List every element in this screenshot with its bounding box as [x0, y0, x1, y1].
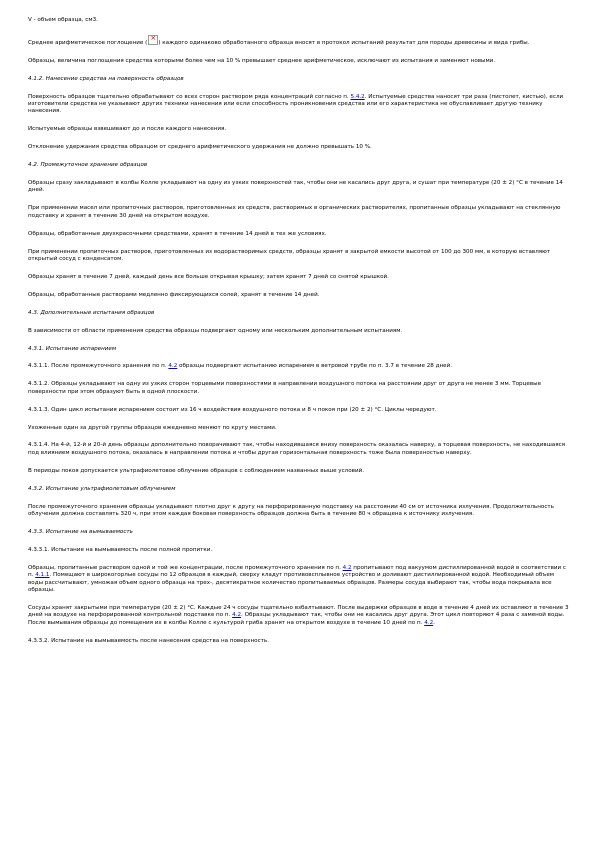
paragraph-text: 4.3.1.4. На 4-й, 12-й и 20-й день образцы дополнительно поворачивают так, чтобы находившаяся внизу поверхность оказалась наверху, а торцевая поверхность, не находившаяся под влиянием воздушного потока, оказалась в направлении потока и чтобы другая горизонтальная поверхность тоже была поверхностью наверху. — [28, 442, 566, 456]
paragraph-4-3-1-3 — [28, 407, 569, 414]
paragraph-weighing — [28, 126, 569, 133]
paragraph-kolle-flasks — [28, 180, 569, 195]
paragraph-uv-test — [28, 504, 569, 519]
heading-text: 4.3.3. Испытание на вымываемость — [28, 528, 133, 535]
link-4-2[interactable]: 4.2 — [168, 363, 178, 370]
paragraph-text: Испытуемые образцы взвешивают до и после каждого нанесения. — [28, 126, 227, 133]
heading-text: 4.3.1. Испытание испарением — [28, 345, 117, 352]
paragraph-text: . — [433, 619, 435, 626]
section-heading-4-2 — [28, 162, 569, 169]
paragraph-text: Сосуды хранят закрытыми при температуре (20 ± 2) °С. Каждые 24 ч сосуды тщательно взбалтывают. После выдержки образцов в воде в течение 4 дней их оставляют в течение 3 дней на воздухе на перфорированной контрольной подставке по п. — [28, 604, 569, 619]
link-4-2[interactable]: 4.2 — [232, 612, 242, 619]
paragraph-text: В зависимости от области применения средства образцы подвергают одному или нескольким дополнительным испытаниям. — [28, 327, 403, 334]
heading-text: 4.2. Промежуточное хранение образцов — [28, 162, 148, 169]
paragraph-vessels-storage — [28, 605, 569, 627]
paragraph-slow-salts — [28, 292, 569, 299]
paragraph-two-component — [28, 231, 569, 238]
paragraph-volume — [28, 17, 569, 24]
paragraph-text: 4.3.3.1. Испытание на вымываемость после полной пропитки. — [28, 546, 213, 553]
paragraph-text: V - объем образца, см3. — [28, 17, 98, 23]
paragraph-text: 4.3.1.3. Один цикл испытания испарением состоит из 16 ч воздействия воздушного потока и 8 ч покоя при (20 ± 2) °С. Циклы чередуют. — [28, 406, 437, 413]
paragraph-text: Образцы, величина поглощения средства которыми более чем на 10 % превышает среднее арифметическое, исключают из испытания и заменяют новыми. — [28, 57, 496, 64]
broken-image-icon — [148, 35, 158, 45]
section-heading-4-1-2 — [28, 76, 569, 83]
paragraph-text: образцы подвергают испытанию испарением в ветровой трубе по п. 3.7 в течение 28 дней. — [177, 363, 453, 370]
paragraph-text: Отклонение удержания средства образцом от среднего арифметического удержания не должно превышать 10 %. — [28, 144, 372, 151]
paragraph-4-3-1-1 — [28, 363, 569, 370]
paragraph-text: 4.3.1.1. После промежуточного хранения по п. — [28, 363, 169, 370]
paragraph-text: Образцы сразу закладывают в колбы Колле укладывают на одну из узких поверхностей так, чтобы они не касались друг друга, и сушат при температуре (20 ± 2) °С в течение 14 дней. — [28, 180, 563, 194]
heading-text: 4.1.2. Нанесение средства на поверхность образцов — [28, 75, 184, 82]
section-heading-4-3-2 — [28, 486, 569, 493]
link-4-2[interactable]: 4.2 — [342, 564, 352, 571]
paragraph-text: 4.3.3.2. Испытание на вымываемость после нанесения средства на поверхность. — [28, 637, 269, 644]
paragraph-text: В периоды покоя допускается ультрафиолетовое облучение образцов с соблюдением названных выше условий. — [28, 467, 365, 474]
paragraph-text: Среднее арифметическое поглощение ( — [28, 39, 148, 46]
paragraph-4-3-3-2 — [28, 638, 569, 645]
link-4-2[interactable]: 4.2 — [424, 619, 434, 626]
section-heading-4-3-1 — [28, 346, 569, 353]
paragraph-text: После промежуточного хранения образцы укладывают плотно друг к другу на перфорированную подставку на расстоянии 40 см от источника излучения. Продолжительность облучения должна составлять 320 ч, при этом каждая боковая поверхность образцов должна быть в течение 80 ч обращена к источнику излучения. — [28, 503, 554, 517]
paragraph-text: ) каждого одинаково обработанного образца вносят в протокол испытаний результат для породы древесины и вида грибы. — [158, 39, 530, 46]
section-heading-4-3 — [28, 310, 569, 317]
paragraph-seven-days — [28, 274, 569, 281]
paragraph-additional-tests — [28, 328, 569, 335]
link-4-1-1[interactable]: 4.1.1 — [35, 572, 50, 579]
paragraph-text: . Образцы укладывают так, чтобы они не касались друг друга. Этот цикл повторяют 4 раза с заменой воды. После вымывания образцы до помещения их в колбы Колле с культурой гриба хранят на открытом воздухе в течение 10 дней по п. — [28, 612, 565, 626]
paragraph-text: . Помещают в широкогорлые сосуды по 12 образцов в каждый, сверху кладут противовсплывное устройство и доливают дистиллированной водой. Необходимый объем воды рассчитывают, умножая объем одного образца на трех-, десятикратное количество пропитываемых образцов. Размеры сосуда выбирают так, чтобы вода покрывала все образцы. — [28, 572, 554, 593]
heading-text: 4.3. Дополнительные испытания образцов — [28, 309, 155, 316]
paragraph-uv-rest — [28, 468, 569, 475]
paragraph-text: При применении пропиточных растворов, приготовленных из водорастворимых средств, образцы хранят в закрытой емкости высотой от 100 до 300 мм, в которую вставляют открытый сосуд с конденсатом. — [28, 248, 551, 262]
paragraph-surface-treatment — [28, 94, 569, 116]
paragraph-water-soluble — [28, 249, 569, 264]
paragraph-excluded-samples — [28, 58, 569, 65]
paragraph-text: Поверхность образцов тщательно обрабатывают со всех сторон раствором ряда концентраций согласно п. — [28, 93, 351, 100]
paragraph-oils-storage — [28, 205, 569, 220]
paragraph-text: пропитывают под вакуумом дистиллированной водой в соответствии с п. — [28, 564, 567, 579]
paragraph-4-3-3-1 — [28, 547, 569, 554]
paragraph-text: Образцы хранят в течение 7 дней, каждый день все больше открывая крышку; затем хранят 7 дней со снятой крышкой. — [28, 273, 389, 280]
paragraph-text: 4.3.1.2. Образцы укладывают на одну из узких сторон торцевыми поверхностями в направлении воздушного потока на расстоянии друг от друга не менее 3 мм. Торцевые поверхности при этом образуют быть в одной плоскости. — [28, 381, 542, 395]
paragraph-rotate-groups — [28, 425, 569, 432]
paragraph-4-3-1-2 — [28, 381, 569, 396]
paragraph-text: Образцы, обработанные двухкрасочными средствами, хранят в течение 14 дней в тех же условиях. — [28, 230, 327, 237]
paragraph-text: Ухоженные один за другой группы образцов ежедневно меняют по кругу местами. — [28, 424, 277, 431]
section-heading-4-3-3 — [28, 529, 569, 536]
paragraph-text: Образцы, пропитанные раствором одной и той же концентрации, после промежуточного хранения по п. — [28, 564, 343, 571]
paragraph-average-absorption — [28, 35, 569, 47]
paragraph-text: Образцы, обработанные растворами медленно фиксирующихся солей, хранят в течение 14 дней. — [28, 291, 320, 298]
link-5-4-2[interactable]: 5.4.2 — [350, 93, 365, 100]
paragraph-4-3-1-4 — [28, 442, 569, 457]
paragraph-leaching-impregnation — [28, 565, 569, 595]
heading-text: 4.3.2. Испытание ультрафиолетовым облучением — [28, 485, 176, 492]
paragraph-text: . Испытуемые средства наносят три раза (пистолет, кистью), если изготовители средства не указывают других техники нанесения или если способность проникновения средства или его характеристика не обуславливает другую технику нанесения. — [28, 93, 564, 115]
paragraph-text: При применении масел или пропиточных растворов, приготовленных из средств, растворимых в органических растворителях, пропитанные образцы укладывают на стеклянную подставку и хранят в течение 30 дней на открытом воздухе. — [28, 205, 561, 219]
paragraph-deviation — [28, 144, 569, 151]
